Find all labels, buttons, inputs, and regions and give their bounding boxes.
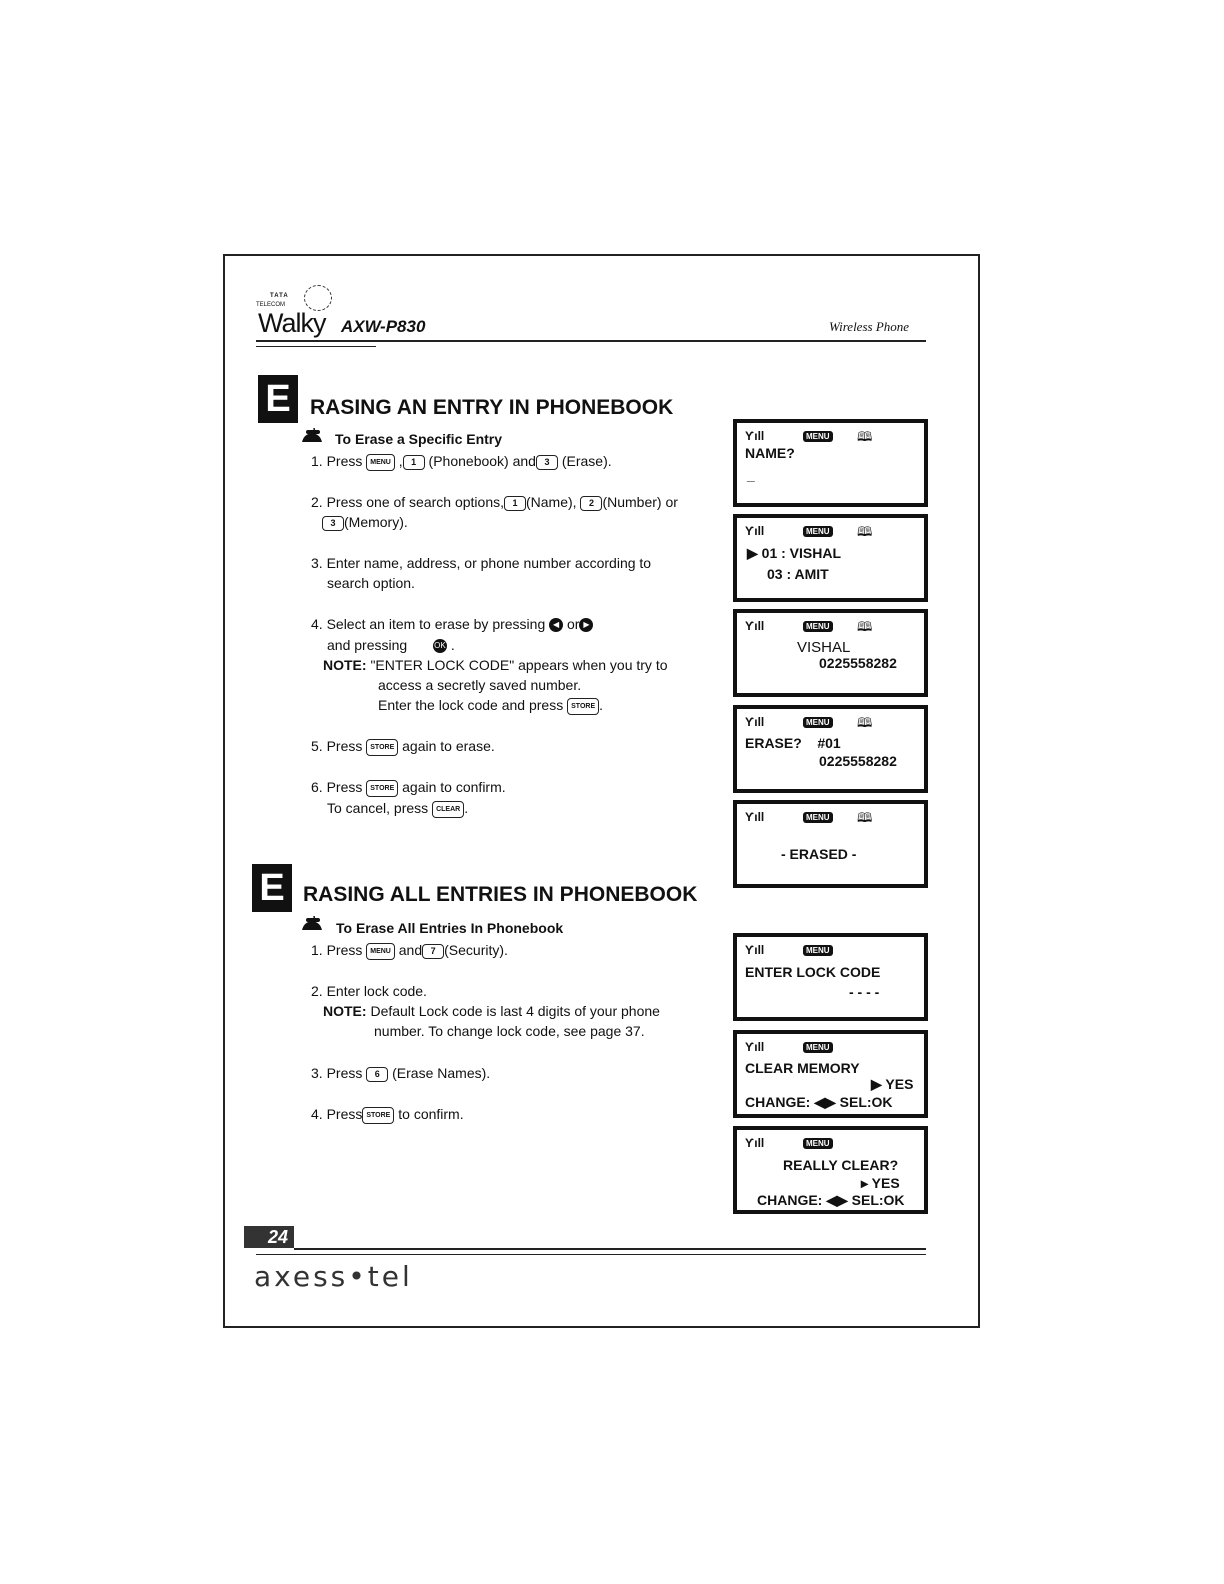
signal-icon: Ƴıll [745,715,765,729]
phonebook-icon: 🕮 [857,810,873,825]
logo-walky: Walky [258,308,326,338]
lcd-line: 0225558282 [819,753,897,769]
lcd-cursor: _ [747,467,755,483]
store-key-icon: STORE [366,780,398,797]
s1-note-line2: access a secretly saved number. [378,677,582,693]
section2-subhead: To Erase All Entries In Phonebook [336,920,564,936]
s1-step-4-cont: and pressing OK . [327,637,455,653]
menu-icon: MENU [803,526,833,537]
s1-step-5: 5. Press STORE again to erase. [311,738,495,754]
signal-icon: Ƴıll [745,619,765,633]
lcd-line: NAME? [745,445,795,461]
key-3-icon: 3 [322,516,344,531]
lcd-screen-really-clear [733,1126,928,1214]
lcd-line: ERASE? #01 [745,735,841,751]
s2-step-4: 4. Press STORE to confirm. [311,1106,464,1122]
lcd-screen-name [733,419,928,507]
model-name: AXW-P830 [341,317,426,336]
s1-step-3-cont: search option. [327,575,415,591]
lcd-line: - ERASED - [781,846,857,862]
lcd-screen-erase [733,705,928,793]
signal-icon: Ƴıll [745,524,765,538]
lcd-screen-clear-memory [733,1030,928,1118]
section2-initial: E [252,864,292,912]
store-key-icon: STORE [567,698,599,715]
lcd-line: ▶ YES [871,1076,914,1092]
menu-icon: MENU [803,621,833,632]
s1-step-2-cont: 3 (Memory). [322,512,408,532]
lcd-line: VISHAL [797,639,851,656]
phonebook-icon: 🕮 [857,429,873,444]
signal-icon: Ƴıll [745,943,765,957]
lcd-screen-lock-code [733,933,928,1021]
lcd-screen-erased [733,800,928,888]
menu-key-icon: MENU [366,943,395,960]
logo-tata: TATA [270,293,289,299]
header-rule-thin [256,346,376,347]
footer-rule-thin [256,1254,926,1255]
s1-step-1: 1. Press MENU , 1 (Phonebook) and 3 (Erase). [311,453,612,469]
menu-icon: MENU [803,812,833,823]
lcd-line: 0225558282 [819,655,897,671]
key-1-icon: 1 [504,496,526,511]
footer-rule [294,1248,926,1250]
lcd-line: ENTER LOCK CODE [745,964,881,980]
signal-icon: Ƴıll [745,1040,765,1054]
brand-logo: axess•tel [254,1260,413,1293]
s1-note-line3: Enter the lock code and press STORE . [378,697,604,713]
section1-subhead: To Erase a Specific Entry [335,431,503,447]
lcd-line: CHANGE: ◀▶ SEL:OK [745,1094,893,1110]
menu-key-icon: MENU [366,454,395,471]
menu-icon: MENU [803,1042,833,1053]
signal-icon: Ƴıll [745,1136,765,1150]
s2-note-line2: number. To change lock code, see page 37. [374,1023,645,1039]
lcd-screen-list [733,514,928,602]
phonebook-icon: 🕮 [857,715,873,730]
s2-note: NOTE: Default Lock code is last 4 digits of your phone [323,1003,660,1019]
lcd-line: REALLY CLEAR? [783,1157,899,1173]
menu-icon: MENU [803,717,833,728]
store-key-icon: STORE [362,1107,394,1124]
phonebook-icon: 🕮 [857,619,873,634]
clear-key-icon: CLEAR [432,801,464,818]
key-3-icon: 3 [536,455,558,470]
s1-step-6: 6. Press STORE again to confirm. [311,779,506,795]
section2-title: RASING ALL ENTRIES IN PHONEBOOK [303,883,698,906]
lcd-line: 03 : AMIT [767,566,829,582]
s1-note: NOTE: "ENTER LOCK CODE" appears when you try to [323,657,668,673]
lcd-screen-entry [733,609,928,697]
lcd-line: CHANGE: ◀▶ SEL:OK [757,1192,905,1208]
s2-step-1: 1. Press MENU and 7 (Security). [311,942,508,958]
s1-step-6-cont: To cancel, press CLEAR . [327,800,469,816]
store-key-icon: STORE [366,739,398,756]
s1-step-2: 2. Press one of search options, 1 (Name), 2 (Number) or [311,494,678,510]
key-7-icon: 7 [422,944,444,959]
s2-step-2: 2. Enter lock code. [311,983,427,999]
lcd-line: CLEAR MEMORY [745,1060,860,1076]
menu-icon: MENU [803,431,833,442]
lcd-line: - - - - [849,984,880,1000]
lcd-line: ▸ YES [861,1175,900,1191]
signal-icon: Ƴıll [745,810,765,824]
lcd-line: ▶ 01 : VISHAL [747,545,842,561]
key-6-icon: 6 [366,1067,388,1082]
section1-initial: E [258,375,298,423]
key-1-icon: 1 [403,455,425,470]
s1-step-3: 3. Enter name, address, or phone number according to [311,555,652,571]
left-arrow-icon: ◀ [549,618,563,632]
header-product-type: Wireless Phone [829,319,910,334]
page-number: 24 [244,1226,294,1248]
ok-key-icon: OK [433,639,447,653]
s1-step-4: 4. Select an item to erase by pressing ◀ or ▶ [311,614,593,634]
signal-icon: Ƴıll [745,429,765,443]
logo-telecom: TELECOM [256,302,286,308]
phonebook-icon: 🕮 [857,524,873,539]
menu-icon: MENU [803,945,833,956]
phone-icon [300,916,326,934]
key-2-icon: 2 [580,496,602,511]
section1-title: RASING AN ENTRY IN PHONEBOOK [310,396,674,419]
menu-icon: MENU [803,1138,833,1149]
phone-icon [300,428,326,446]
header-rule [256,340,926,342]
right-arrow-icon: ▶ [579,618,593,632]
s2-step-3: 3. Press 6 (Erase Names). [311,1065,491,1081]
